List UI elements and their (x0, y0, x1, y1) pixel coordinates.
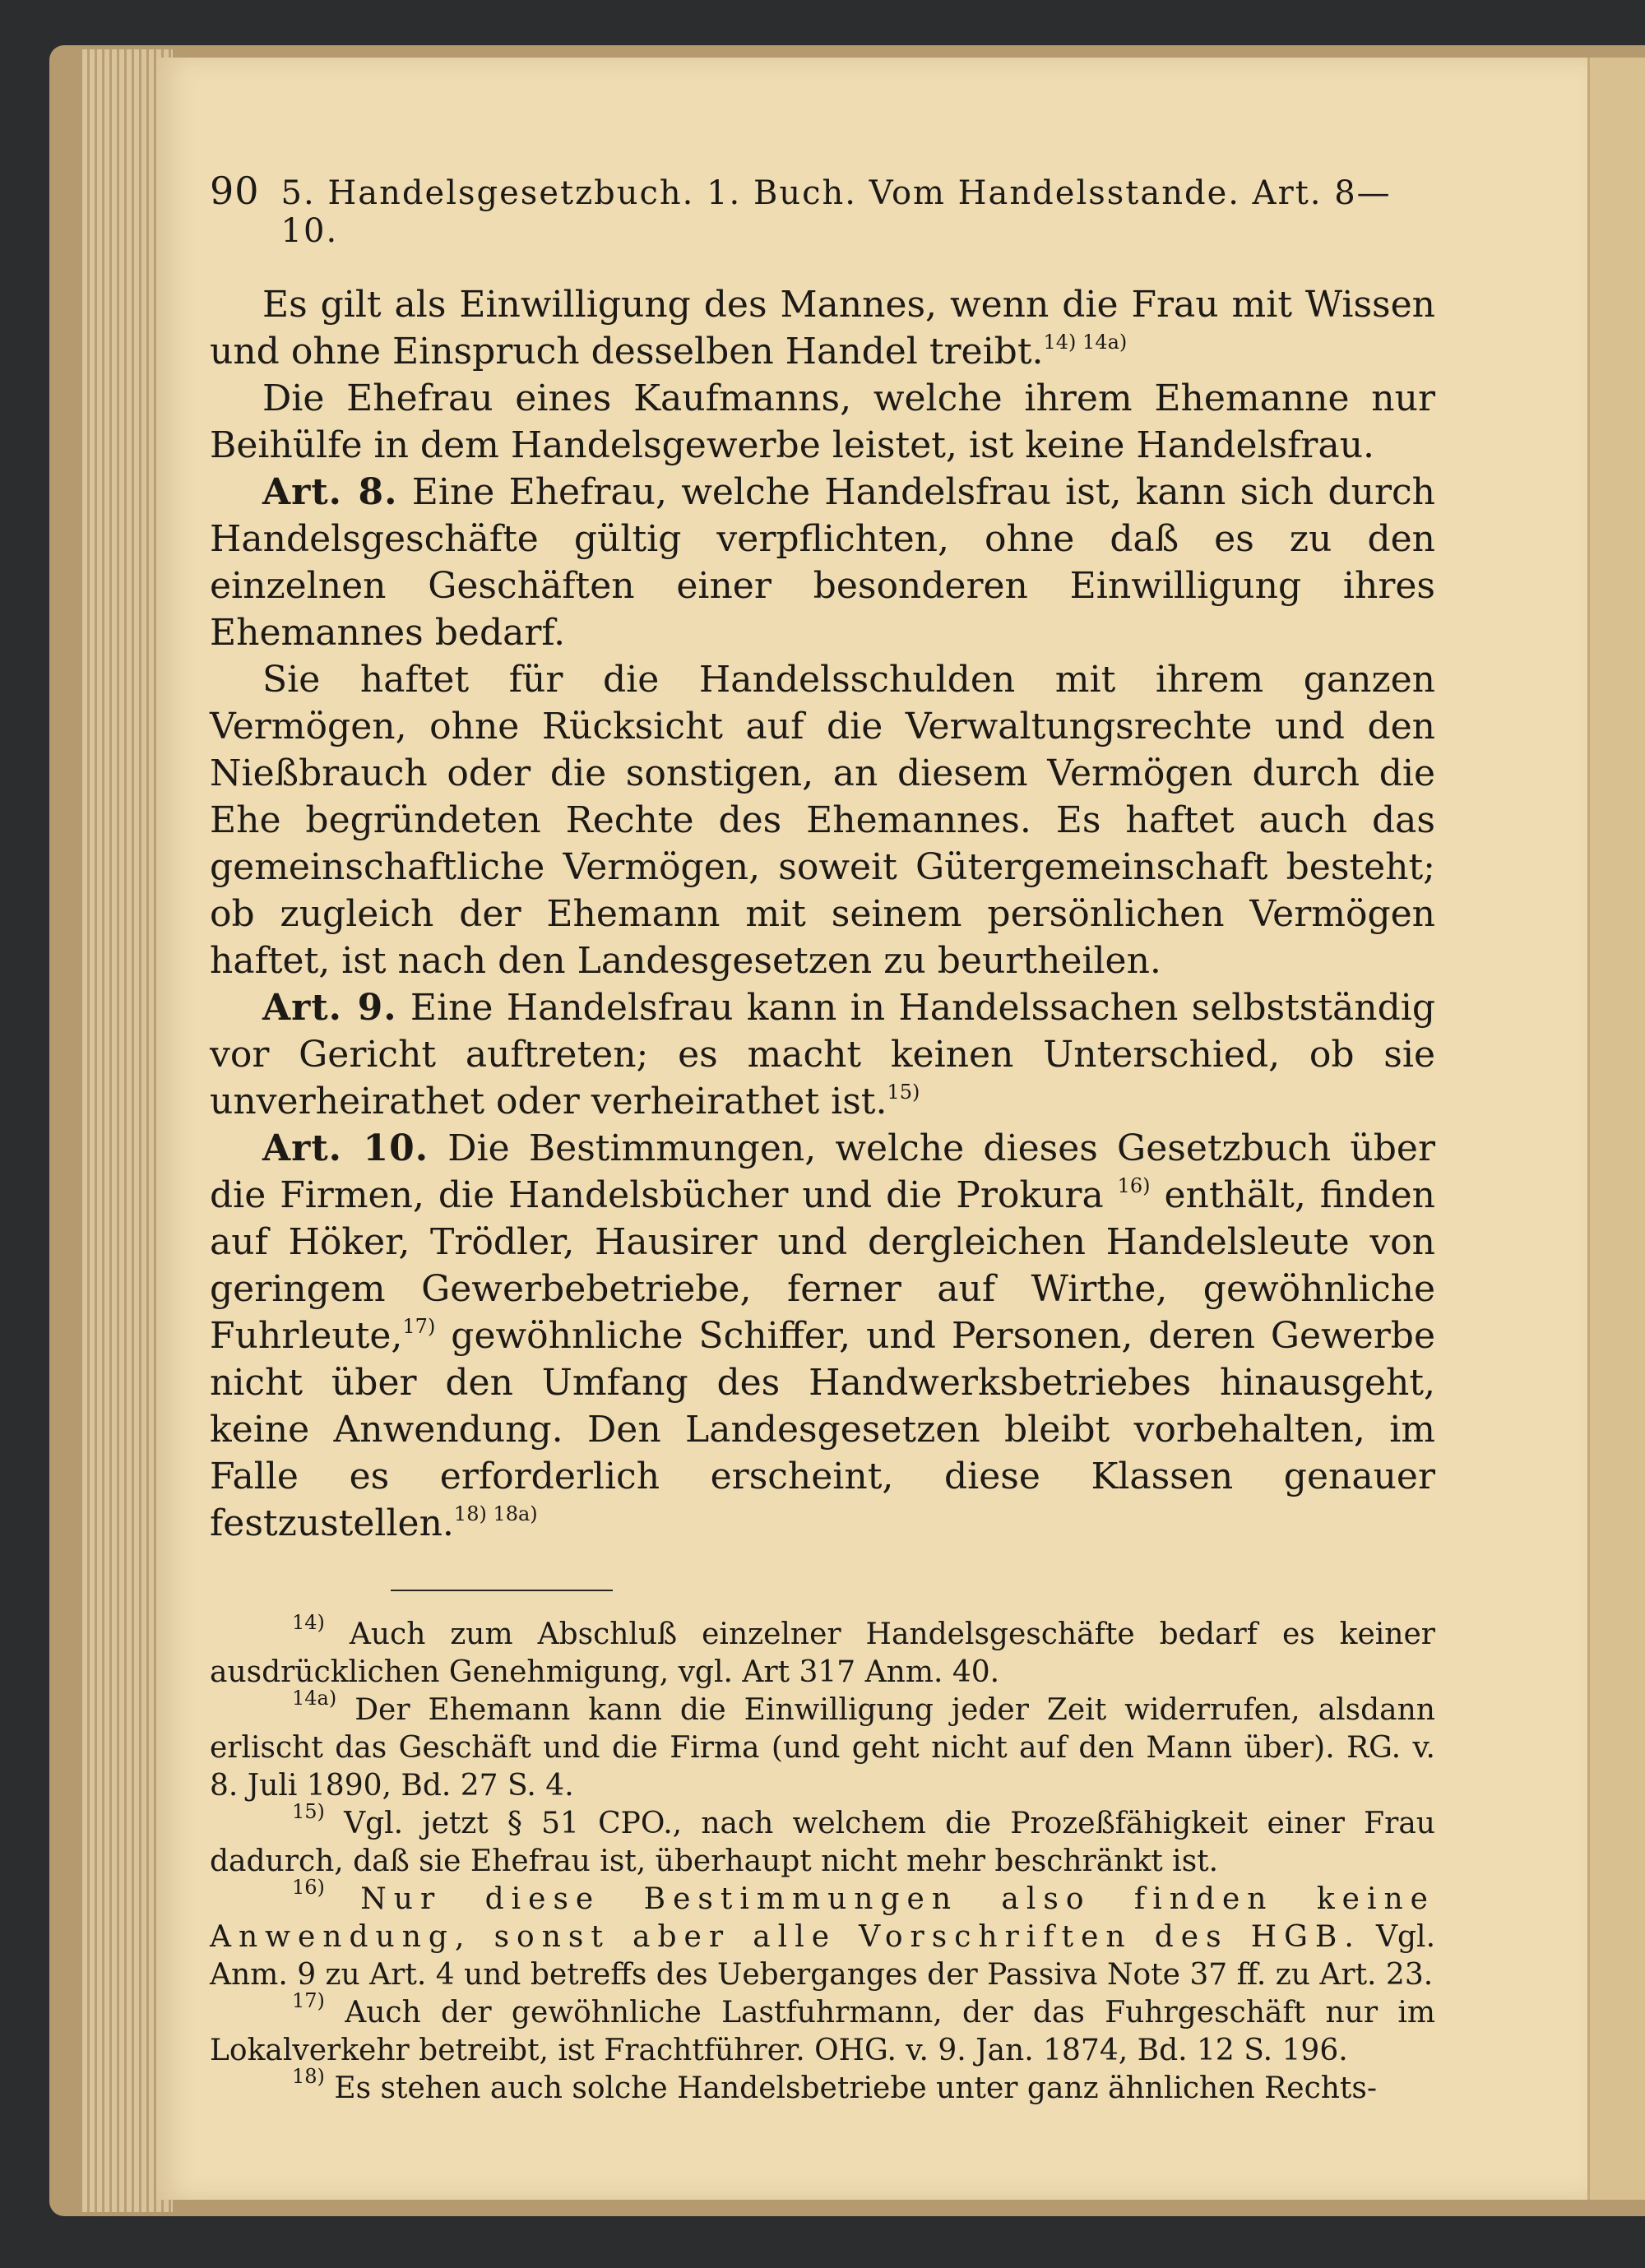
article-label: Art. 8. (262, 471, 398, 513)
paragraph (210, 375, 1435, 469)
footnotes (210, 1611, 1436, 2108)
footnote-text: Auch der gewöhnliche Lastfuhrmann, der das Fuhrgeschäft nur im Lokalverkehr betreibt, ist Frachtführer. OHG. v. 9. Jan. 1874, Bd. 12 S. 196. (210, 1996, 1435, 2067)
footnote (210, 1800, 1435, 1881)
article-9 (210, 984, 1435, 1125)
paragraph-text: Es gilt als Einwilligung des Mannes, wenn die Frau mit Wissen und ohne Einspruch desselben Handel treibt. (210, 284, 1435, 373)
note-ref: 15) (887, 1081, 920, 1104)
note-ref: 17) (402, 1315, 436, 1338)
footnote-text: Vgl. Anm. 9 zu Art. 4 und betreffs des Ueberganges der Passiva Note 37 ff. zu Art. 23. (210, 1920, 1436, 1992)
article-8-para-2 (210, 656, 1435, 984)
page-number: 90 (210, 169, 260, 213)
facing-page-edge (1587, 58, 1645, 2200)
article-text: Eine Handelsfrau kann in Handelssachen selbstständig vor Gericht auftreten; es macht keinen Unterschied, ob sie unverheirathet oder verheirathet ist. (210, 987, 1435, 1122)
footnote-ref: 15) (292, 1800, 325, 1823)
note-ref: 18) 18a) (453, 1502, 538, 1525)
footnote-ref: 18) (292, 2065, 325, 2088)
footnote-ref: 14a) (292, 1687, 337, 1710)
article-text: gewöhnliche Schiffer, und Personen, deren Gewerbe nicht über den Umfang des Handwerksbetriebes hinausgeht, keine Anwendung. Den Landesgesetzen bleibt vorbehalten, im Falle es erforderlich erscheint, diese Klassen genauer festzustellen. (210, 1315, 1435, 1544)
footnote (210, 2065, 1435, 2108)
footnote-text: Vgl. jetzt § 51 CPO., nach welchem die Prozeßfähigkeit einer Frau dadurch, daß sie Ehefrau ist, überhaupt nicht mehr beschränkt ist. (210, 1807, 1435, 1878)
note-ref: 16) (1117, 1174, 1151, 1197)
footnote-ref: 14) (292, 1611, 325, 1634)
footnote-text: Der Ehemann kann die Einwilligung jeder Zeit widerrufen, alsdann erlischt das Geschäft und die Firma (und geht nicht auf den Mann über). RG. v. 8. Juli 1890, Bd. 27 S. 4. (210, 1693, 1435, 1803)
footnote-separator (391, 1590, 613, 1591)
paragraph-text: Die Ehefrau eines Kaufmanns, welche ihrem Ehemanne nur Beihülfe in dem Handelsgewerbe leistet, ist keine Handelsfrau. (210, 377, 1435, 466)
footnote-text: Es stehen auch solche Handelsbetriebe unter ganz ähnlichen Rechts- (334, 2071, 1378, 2105)
footnote-text: Auch zum Abschluß einzelner Handelsgeschäfte bedarf es keiner ausdrücklichen Genehmigung, vgl. Art 317 Anm. 40. (210, 1618, 1435, 1689)
footnote (210, 1876, 1436, 1994)
article-text: Die Bestimmungen, welche dieses Gesetzbuch über die Firmen, die Handelsbücher und die Prokura (210, 1127, 1435, 1216)
article-label: Art. 9. (262, 987, 397, 1029)
article-label: Art. 10. (262, 1127, 429, 1169)
article-8 (210, 469, 1435, 656)
footnote (210, 1611, 1435, 1692)
running-header (210, 169, 1435, 250)
paragraph (210, 281, 1435, 375)
page-text (210, 169, 1435, 2108)
footnote-ref: 16) (292, 1876, 325, 1899)
footnote-spaced-text: Nur diese Bestimmungen also finden keine Anwendung, sonst aber alle Vorschriften des HGB. (210, 1882, 1435, 1954)
article-text: Sie haftet für die Handelsschulden mit ihrem ganzen Vermögen, ohne Rücksicht auf die Verwaltungsrechte und den Nießbrauch oder die sonstigen, an diesem Vermögen durch die Ehe begründeten Rechte des Ehemannes. Es haftet auch das gemeinschaftliche Vermögen, soweit Gütergemeinschaft besteht; ob zugleich der Ehemann mit seinem persönlichen Vermögen haftet, ist nach den Landesgesetzen zu beurtheilen. (210, 659, 1435, 982)
article-text: enthält, finden auf Höker, Trödler, Hausirer und dergleichen Handelsleute von geringem Gewerbebetriebe, ferner auf Wirthe, gewöhnliche Fuhrleute, (210, 1174, 1435, 1357)
footnote-ref: 17) (292, 1989, 325, 2012)
running-title: 5. Handelsgesetzbuch. 1. Buch. Vom Handelsstande. Art. 8—10. (280, 174, 1392, 250)
note-ref: 14) 14a) (1043, 331, 1128, 354)
main-text (210, 281, 1435, 1547)
article-10 (210, 1125, 1435, 1547)
article-text: Eine Ehefrau, welche Handelsfrau ist, kann sich durch Handelsgeschäfte gültig verpflichten, ohne daß es zu den einzelnen Geschäften einer besonderen Einwilligung ihres Ehemannes bedarf. (210, 471, 1435, 654)
footnote (210, 1989, 1435, 2070)
footnote (210, 1687, 1435, 1805)
